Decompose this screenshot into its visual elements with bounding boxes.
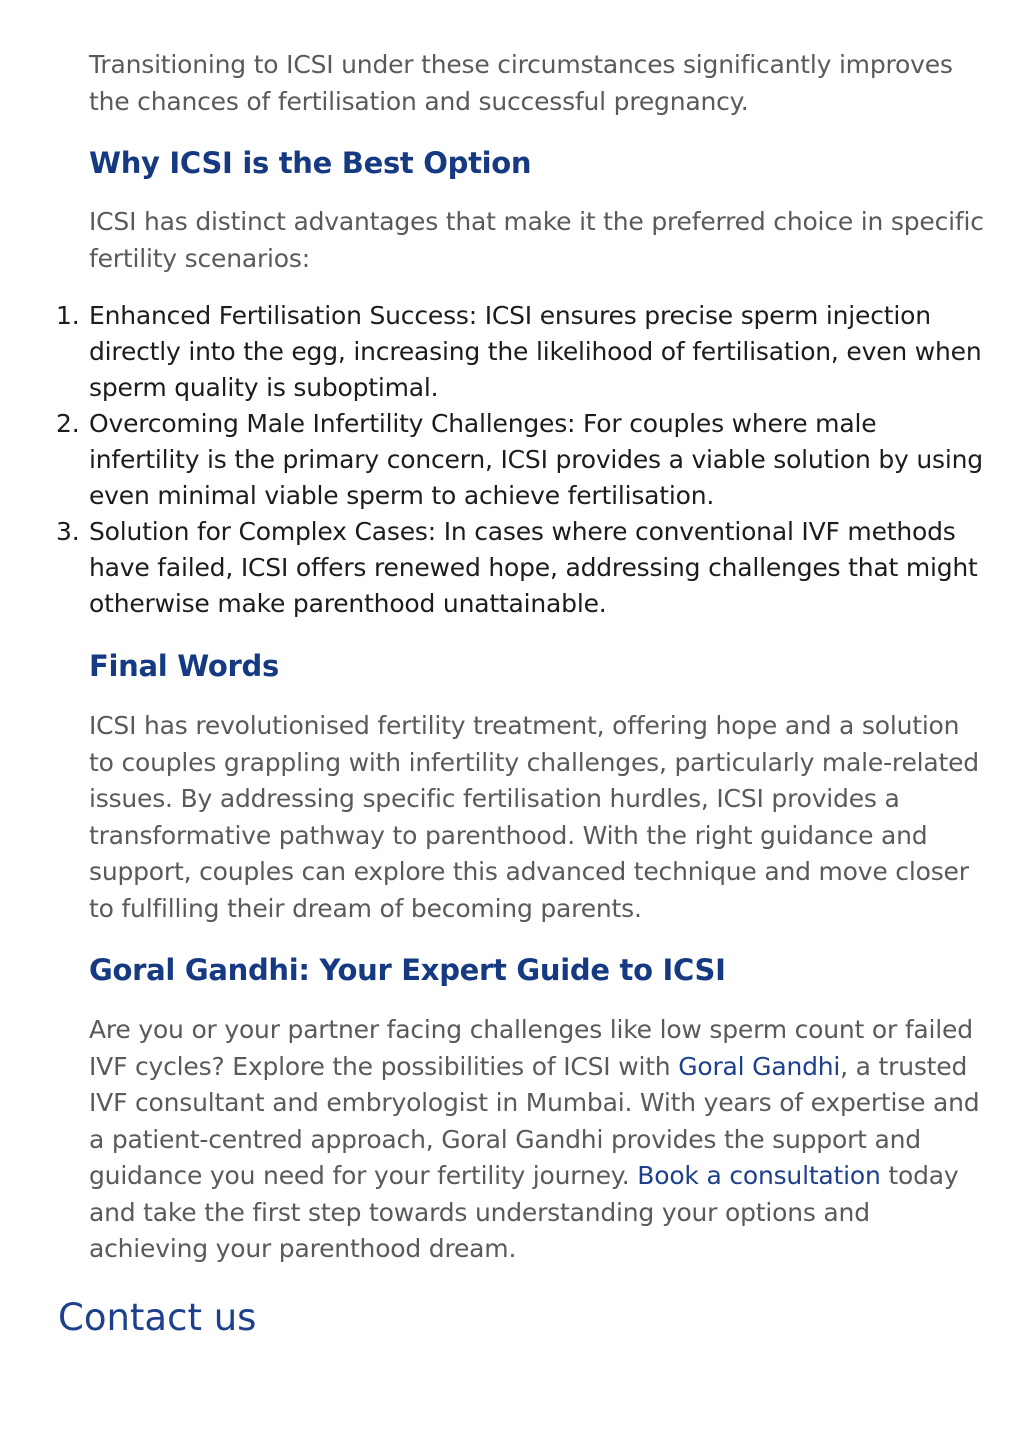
list-item-text: Enhanced Fertilisation Success: ICSI ensures precise sperm injection directly into the egg, increasing the likelihood of fertilisation, even when sperm quality is suboptimal. (89, 301, 982, 402)
intro-paragraph: Transitioning to ICSI under these circumstances significantly improves the chances of fertilisation and successful pregnancy. (89, 50, 953, 116)
goral-gandhi-link[interactable]: Goral Gandhi (678, 1051, 841, 1081)
expert-text-part3: today and take the first step towards understanding your options and achieving your parenthood dream. (89, 1161, 959, 1263)
why-icsi-lead-paragraph: ICSI has distinct advantages that make it the preferred choice in specific fertility scenarios: (89, 207, 984, 273)
advantages-list (56, 298, 989, 622)
section-heading-expert-guide: Goral Gandhi: Your Expert Guide to ICSI (89, 953, 726, 987)
expert-text-part2: , a trusted IVF consultant and embryologist in Mumbai. With years of expertise and a patient-centred approach, Goral Gandhi provides the support and guidance you need for your fertility journey. (89, 1051, 980, 1190)
list-item-text: Solution for Complex Cases: In cases where conventional IVF methods have failed, ICSI offers renewed hope, addressing challenges that might otherwise make parenthood unattainable. (89, 517, 978, 618)
list-item (56, 406, 989, 514)
list-item (56, 298, 989, 406)
expert-guide-paragraph (89, 1012, 989, 1268)
list-item-text: Overcoming Male Infertility Challenges: For couples where male infertility is the primary concern, ICSI provides a viable solution by using even minimal viable sperm to achieve fertilisation. (89, 409, 983, 510)
list-item (56, 514, 989, 622)
list-item-number: 3. (56, 517, 80, 546)
section-heading-final-words: Final Words (89, 649, 279, 683)
list-item-number: 2. (56, 409, 80, 438)
book-consultation-link[interactable]: Book a consultation (637, 1161, 881, 1190)
expert-text-part1: Are you or your partner facing challenges like low sperm count or failed IVF cycles? Explore the possibilities of ICSI with (89, 1015, 973, 1081)
section-heading-why-icsi: Why ICSI is the Best Option (89, 146, 532, 180)
final-words-paragraph: ICSI has revolutionised fertility treatment, offering hope and a solution to couples grappling with infertility challenges, particularly male-related issues. By addressing specific fertilisation hurdles, ICSI provides a transformative pathway to parenthood. With the right guidance and support, couples can explore this advanced technique and move closer to fulfilling their dream of becoming parents. (89, 711, 979, 923)
contact-us-heading: Contact us (58, 1296, 257, 1339)
list-item-number: 1. (56, 301, 80, 330)
